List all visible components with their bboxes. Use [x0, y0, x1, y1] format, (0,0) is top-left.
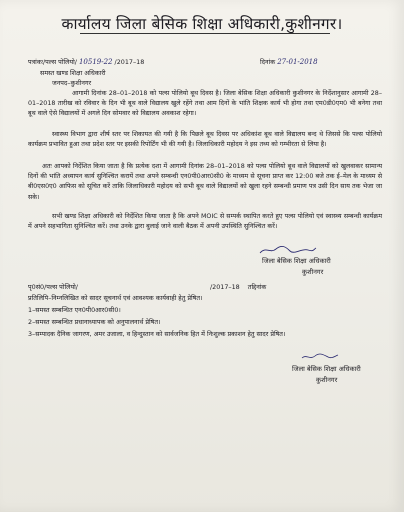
body-paragraph-1: आगामी दिनांक 28–01–2018 को पल्स पोलियो बूथ दिवस है। जिला बेसिक शिक्षा अधिकारी कुशीनगर के निर्देशानुसार आगामी 28–01–2018 तारीख को रविवार के दिन भी बूथ वाले विद्यालय खुले रहेंगे तथा आम दिनों के भांति शिक्षक कार्य भी होगा तथा एम0डी0एम0 भी बनेगा तथा बूथ वाले ऐसे विद्यालयों में अगले दिन सोमवार को विद्यालय अवकाश रहेगा। [28, 90, 382, 118]
copy-item-1: 1–समस्त सम्बन्धित एन0पी0आर0सी0। [28, 306, 121, 314]
recipient-line-1: समस्त खण्ड शिक्षा अधिकारी [40, 69, 106, 77]
ref-suffix: /2017–18 [114, 58, 145, 66]
signature-1-place: कुशीनगर [302, 268, 324, 276]
copy-intro: प्रतिलिपि–निम्नलिखित को सादर सूचनार्थ एवं आवश्यक कार्यवाही हेतु प्रेषित। [28, 294, 203, 302]
signature-scrawl-2 [300, 352, 340, 361]
copy-reference-suffix [210, 283, 266, 292]
date-line [260, 58, 318, 67]
reference-line [28, 58, 144, 67]
signature-2-place: कुशीनगर [316, 376, 338, 384]
date-value: 27-01-2018 [277, 58, 318, 66]
copy-date-label: तद्दिनांक [247, 283, 267, 291]
recipient-line-2: जनपद–कुशीनगर [52, 79, 92, 87]
copy-ref-suffix: /2017–18 [210, 283, 240, 291]
date-label: दिनांक [260, 58, 276, 66]
copy-reference: पृ0सं0/पल्स पोलियो/ [28, 283, 78, 291]
body-paragraph-4: सभी खण्ड शिक्षा अधिकारी को निर्देशित किया जाता है कि अपने MOIC से सम्पर्क स्थापित करते हुए पल्स पोलियो एवं स्वास्थ्य सम्बन्धी कार्यक्रम में अपने सहभागिता सुनिश्चित करें। तथा उनके द्वारा बुलाई जाने वाली बैठक में अपनी उपस्थिति सुनिश्चित करें। [28, 213, 382, 231]
title-underline [80, 33, 330, 34]
signature-2-designation: जिला बेसिक शिक्षा अधिकारी [292, 365, 361, 373]
signature-1-designation: जिला बेसिक शिक्षा अधिकारी [262, 257, 331, 265]
copy-item-2: 2–समस्त सम्बन्धित प्रधानाध्यापक को अनुपालनार्थ प्रेषित। [28, 318, 161, 326]
body-paragraph-2: स्वास्थ्य विभाग द्वारा शीर्ष स्तर पर शिकायत की गयी है कि पिछले बूथ दिवस पर अधिकांश बूथ वाले विद्यालय बन्द थे जिससे कि पल्स पोलियो कार्यक्रम प्रभावित हुआ तथा प्रदेश स्तर पर इसकी रिपोर्टिंग भी की गयी है। जिलाधिकारी महोदय ने इस तथ्य को गम्भीरता से लिया है। [28, 131, 382, 149]
body-paragraph-3: अतः आपको निर्देशित किया जाता है कि प्रत्येक दशा में आगामी दिनांक 28–01–2018 को पल्स पोलियो बूथ वाले विद्यालयों को खुलवाकर सामान्य दिनों की भांति अध्यापन कार्य सुनिश्चित करायें तथा अपने सम्बन्धी एन0पी0आर0सी0 के माध्यम से सूचना प्राप्त कर 12:00 बजे तक ई–मेल के माध्यम से बी0एस0ए0 आफिस को सूचित करें ताकि जिलाधिकारी महोदय को सभी बूथ वाले विद्यालयों को खुला रहने सम्बन्धी प्रमाण पत्र उसी दिन साय तक भेजा जा सके। [28, 163, 382, 201]
ref-prefix: पत्रांकः/पल्स पोलियो/ [28, 58, 77, 66]
ref-number: 10519-22 [78, 58, 113, 66]
copy-item-3: 3–सम्पादक दैनिक जागरण, अमर उजाला, व हिन्दुस्तान को सार्वजनिक हित में निःशुल्क प्रकाशन हेतु सादर प्रेषित। [28, 331, 286, 338]
office-title: कार्यालय जिला बेसिक शिक्षा अधिकारी,कुशीनगर। [61, 15, 343, 33]
signature-scrawl-1 [258, 245, 318, 255]
